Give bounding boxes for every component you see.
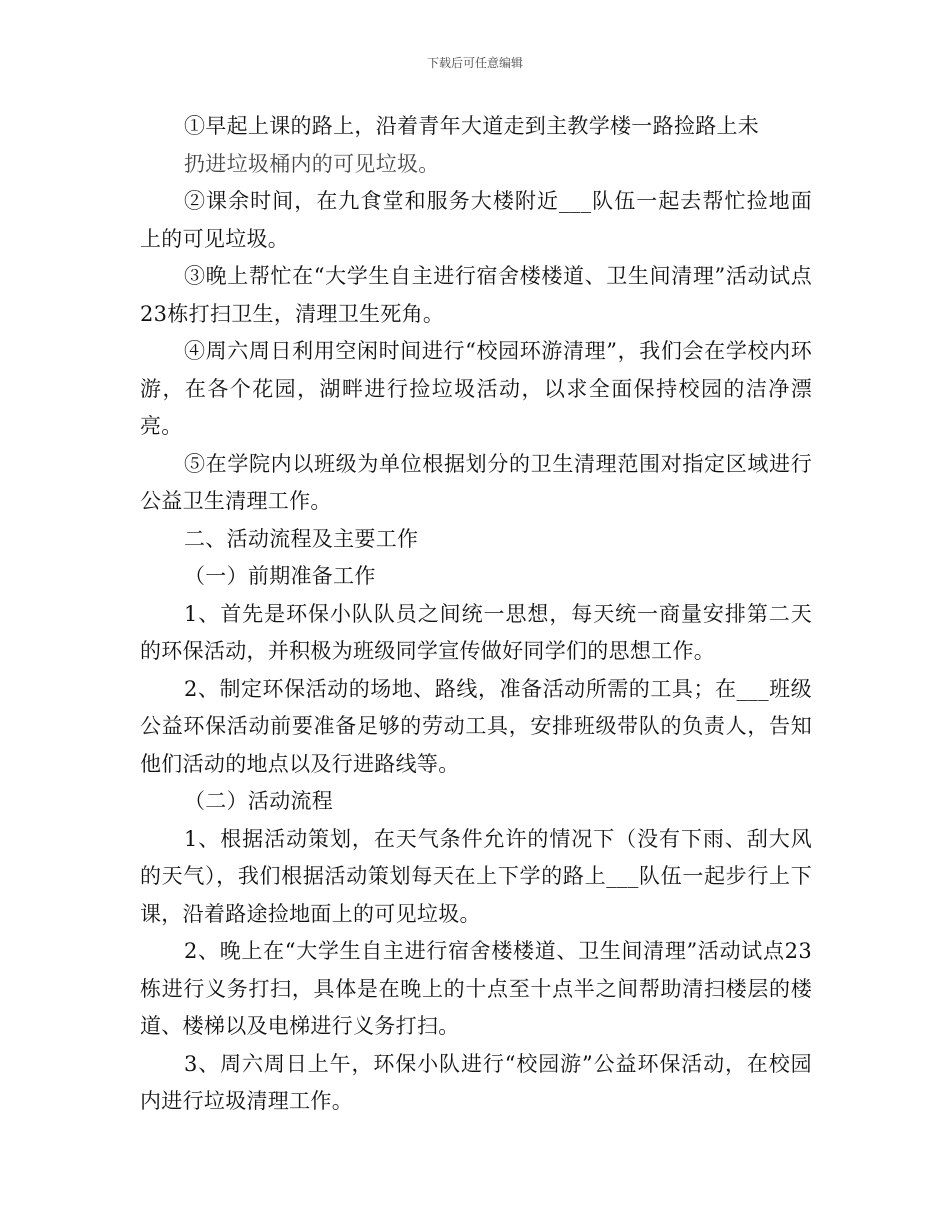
list-item-2: ②课余时间，在九食堂和服务大楼附近___队伍一起去帮忙捡地面上的可见垃圾。 [140, 189, 812, 251]
subsection-heading-prep: （一）前期准备工作 [184, 564, 376, 588]
flow-paragraph-1: 1、根据活动策划，在天气条件允许的情况下（没有下雨、刮大风的天气），我们根据活动策划每天在上下学的路上___队伍一起步行上下课，沿着路途捡地面上的可见垃圾。 [140, 826, 812, 926]
list-item-1-line-2: 扔进垃圾桶内的可见垃圾。 [184, 151, 440, 176]
subsection-heading-flow: （二）活动流程 [184, 789, 334, 813]
document-body [140, 108, 812, 1121]
prep-paragraph-1: 1、首先是环保小队队员之间统一思想，每天统一商量安排第二天的环保活动，并积极为班级同学宣传做好同学们的思想工作。 [140, 601, 812, 663]
list-item-4: ④周六周日利用空闲时间进行“校园环游清理”，我们会在学校内环游，在各个花园，湖畔进行捡垃圾活动，以求全面保持校园的洁净漂亮。 [140, 339, 812, 438]
list-item-3: ③晚上帮忙在“大学生自主进行宿舍楼楼道、卫生间清理”活动试点23栋打扫卫生，清理卫生死角。 [140, 264, 812, 326]
list-item-5: ⑤在学院内以班级为单位根据划分的卫生清理范围对指定区域进行公益卫生清理工作。 [140, 451, 812, 513]
header-note: 下载后可任意编辑 [426, 56, 523, 70]
flow-paragraph-2: 2、晚上在“大学生自主进行宿舍楼楼道、卫生间清理”活动试点23栋进行义务打扫，具体是在晚上的十点至十点半之间帮助清扫楼层的楼道、楼梯以及电梯进行义务打扫。 [140, 939, 812, 1038]
flow-paragraph-3: 3、周六周日上午，环保小队进行“校园游”公益环保活动，在校园内进行垃圾清理工作。 [140, 1051, 812, 1113]
list-item-1-line-1: ①早起上课的路上，沿着青年大道走到主教学楼一路捡路上未 [184, 114, 760, 138]
prep-paragraph-2: 2、制定环保活动的场地、路线，准备活动所需的工具；在___班级公益环保活动前要准备足够的劳动工具，安排班级带队的负责人，告知他们活动的地点以及行进路线等。 [140, 676, 812, 776]
section-heading: 二、活动流程及主要工作 [184, 526, 419, 551]
